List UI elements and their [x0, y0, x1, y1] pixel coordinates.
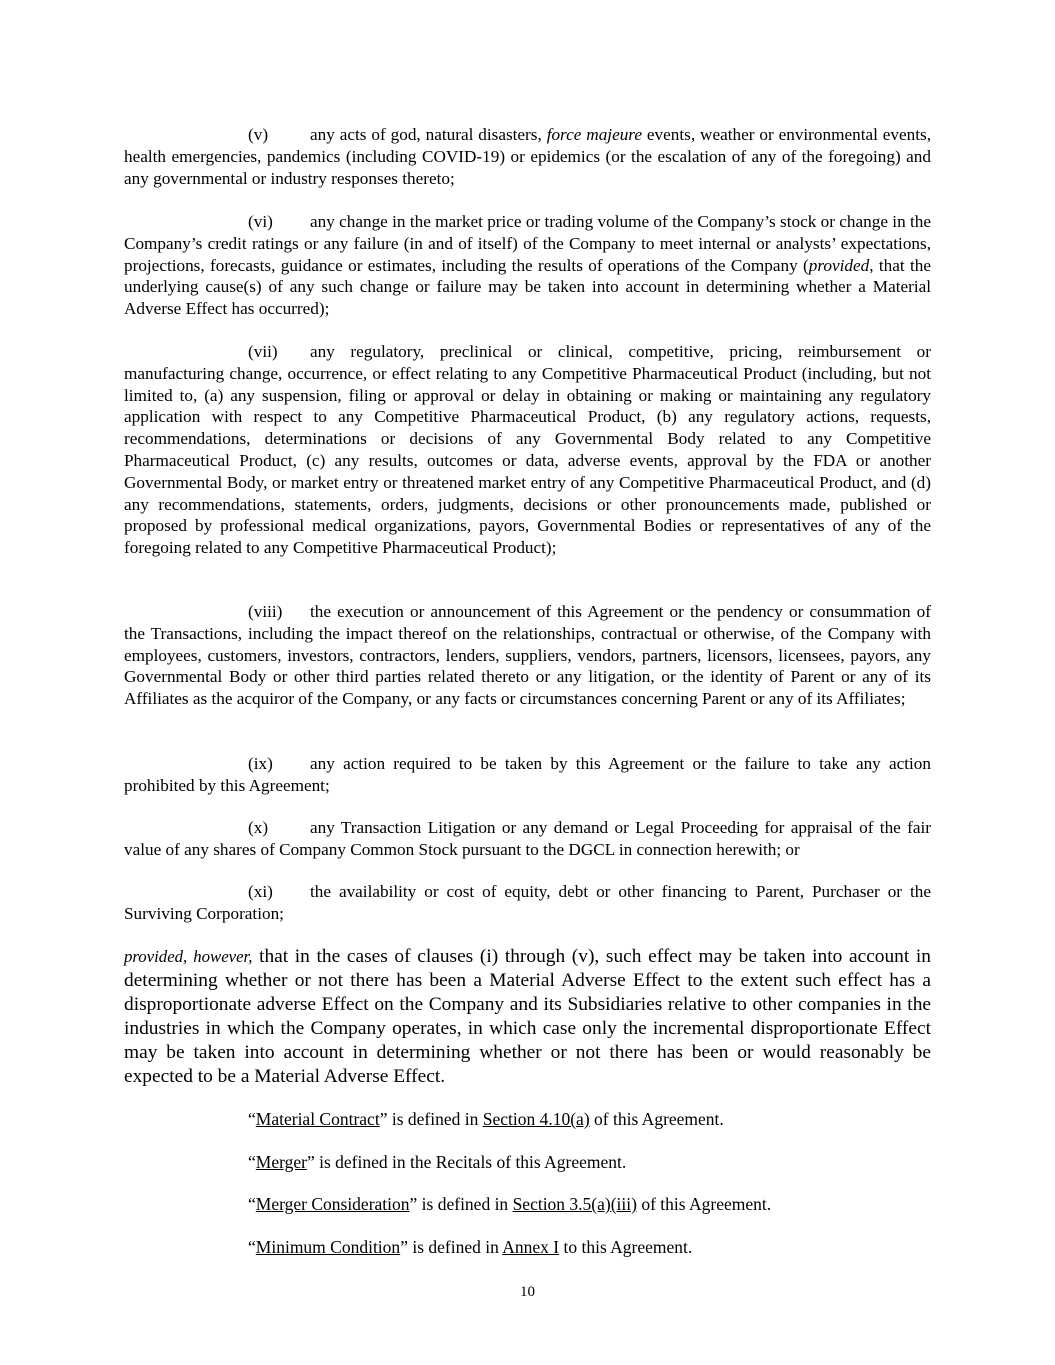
clause-xi — [124, 881, 931, 925]
clause-number: (viii) — [248, 602, 283, 621]
definition-merger — [248, 1151, 626, 1173]
clause-viii — [124, 601, 931, 710]
clause-number: (x) — [248, 818, 269, 837]
clause-text: any acts of god, natural disasters, — [310, 125, 547, 144]
definition-text: ” is defined in — [379, 1109, 483, 1129]
open-quote: “ — [248, 1109, 256, 1129]
definition-text: of this Agreement. — [636, 1194, 772, 1214]
defined-term: Merger — [255, 1152, 307, 1172]
clause-text: any regulatory, preclinical or clinical, competitive, pricing, reimbursement or manufacturing change, occurrence, or effect relating to any Competitive Pharmaceutical Product (including, but not limited to, (a) any suspension, filing or approval or delay in obtaining or making or maintaining any regulatory application with respect to any Competitive Pharmaceutical Product, (b) any regulatory actions, requests, recommendations, determinations or decisions of any Governmental Body related to any Competitive Pharmaceutical Product, (c) any results, outcomes or data, adverse events, approval by the FDA or another Governmental Body, or market entry or threatened market entry of any Competitive Pharmaceutical Product, and (d) any recommendations, statements, orders, judgments, decisions or other pronouncements made, published or proposed by professional medical organizations, payors, Governmental Bodies or representatives of any of the foregoing related to any Competitive Pharmaceutical Product); — [124, 342, 931, 558]
proviso-lead: provided, however, — [124, 947, 253, 966]
clause-vii — [124, 341, 931, 559]
clause-text: events, weather or environmental events, health emergencies, pandemics (including COVID-19) or epidemics (or the escalation of any of the foregoing) and any governmental or industry responses thereto; — [124, 125, 931, 188]
clause-italic-term: provided — [808, 255, 870, 275]
open-quote: “ — [248, 1152, 256, 1172]
clause-number: (ix) — [248, 754, 273, 773]
clause-text: the execution or announcement of this Agreement or the pendency or consummation of the Transactions, including the impact thereof on the relationships, contractual or otherwise, of the Company with employees, customers, investors, contractors, lenders, suppliers, vendors, partners, licensors, licensees, payors, any Governmental Body or other third parties related thereto or any litigation, or the identity of Parent or any of its Affiliates as the acquiror of the Company, or any facts or circumstances concerning Parent or any of its Affiliates; — [124, 602, 931, 709]
clause-text: any action required to be taken by this Agreement or the failure to take any action prohibited by this Agreement; — [124, 754, 931, 795]
clause-text: any Transaction Litigation or any demand or Legal Proceeding for appraisal of the fair value of any shares of Company Common Stock pursuant to the DGCL in connection herewith; or — [124, 818, 931, 859]
definition-text: of this Agreement. — [589, 1109, 724, 1129]
defined-term: Merger Consideration — [255, 1194, 410, 1214]
proviso-paragraph — [124, 945, 931, 1089]
proviso-text: that in the cases of clauses (i) through (v), such effect may be taken into account in determining whether or not there has been a Material Adverse Effect to the extent such effect has a disproportionate adverse Effect on the Company and its Subsidiaries relative to other companies in the industries in which the Company operates, in which case only the incremental disproportionate Effect may be taken into account in determining whether or not there has been or would reasonably be expected to be a Material Adverse Effect. — [124, 946, 932, 1087]
defined-term: Material Contract — [255, 1109, 380, 1129]
definition-text: ” is defined in — [400, 1237, 503, 1257]
clause-ix — [124, 753, 931, 797]
definition-text: ” is defined in the Recitals of this Agreement. — [306, 1152, 627, 1172]
definition-material-contract — [248, 1108, 724, 1130]
clause-number: (vii) — [248, 342, 278, 361]
definition-merger-consideration — [248, 1193, 771, 1215]
clause-x — [124, 817, 931, 861]
clause-number: (v) — [248, 125, 269, 144]
section-reference: Annex I — [502, 1237, 560, 1257]
page-number: 10 — [520, 1284, 535, 1300]
clause-text: , that the underlying cause(s) of any such change or failure may be taken into account in determining whether a Material Adverse Effect has occurred); — [124, 255, 931, 319]
open-quote: “ — [248, 1237, 256, 1257]
definition-text: to this Agreement. — [559, 1237, 693, 1257]
clause-vi — [124, 211, 931, 320]
clause-text: the availability or cost of equity, debt or other financing to Parent, Purchaser or the Surviving Corporation; — [124, 882, 931, 923]
clause-text: any change in the market price or trading volume of the Company’s stock or change in the Company’s credit ratings or any failure (in and of itself) of the Company to meet internal or analysts’ expectations, projections, forecasts, guidance or estimates, including the results of operations of the Company ( — [124, 212, 931, 275]
clause-number: (xi) — [248, 882, 273, 901]
definition-text: ” is defined in — [409, 1194, 513, 1214]
section-reference: Section 3.5(a)(iii) — [512, 1194, 637, 1214]
clause-number: (vi) — [248, 212, 273, 231]
open-quote: “ — [248, 1194, 256, 1214]
defined-term: Minimum Condition — [255, 1237, 401, 1257]
clause-v — [124, 124, 931, 189]
definition-minimum-condition — [248, 1236, 692, 1258]
section-reference: Section 4.10(a) — [482, 1109, 590, 1129]
clause-italic-term: force majeure — [546, 125, 642, 144]
